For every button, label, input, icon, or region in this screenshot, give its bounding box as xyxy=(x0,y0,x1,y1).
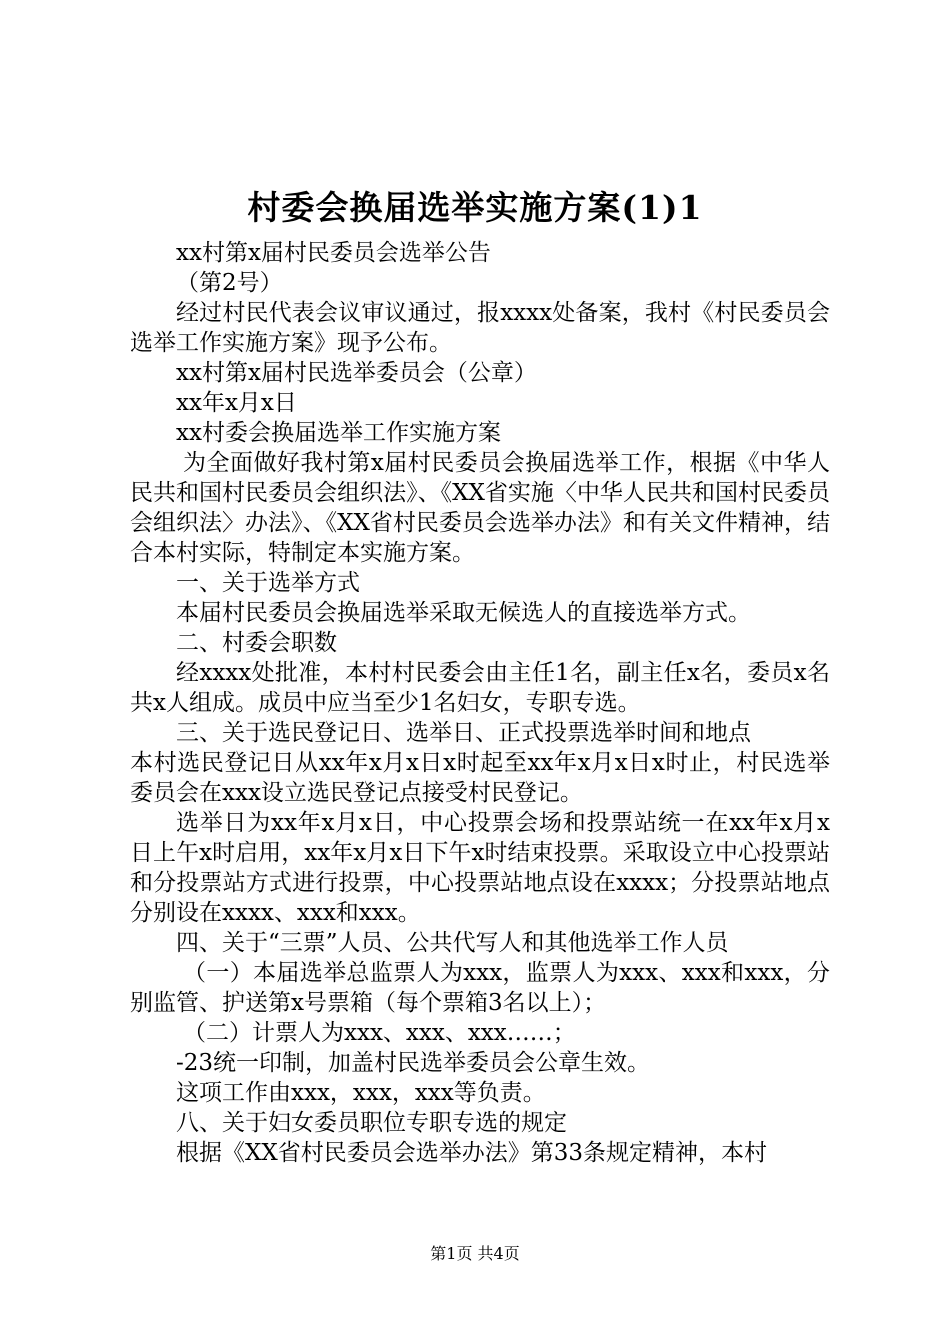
section-heading-women-member: 八、关于妇女委员职位专职专选的规定 xyxy=(176,1110,567,1136)
paragraph-voter-registration: 本村选民登记日从xx年x月x日x时起至xx年x月x日x时止，村民选举委员会在xxx设立选民登记点接受村民登记。 xyxy=(130,750,830,806)
document-title: 村委会换届选举实施方案(1)1 xyxy=(247,188,703,227)
section-heading-election-staff: 四、关于“三票”人员、公共代写人和其他选举工作人员 xyxy=(176,930,729,956)
paragraph-vote-monitors: （一）本届选举总监票人为xxx，监票人为xxx、xxx和xxx，分别监管、护送第x号票箱（每个票箱3名以上）； xyxy=(130,960,830,1016)
paragraph-election-method: 本届村民委员会换届选举采取无候选人的直接选举方式。 xyxy=(176,600,751,626)
paragraph-committee-posts: 经xxxx处批准，本村村民委会由主任1名，副主任x名，委员x名共x人组成。成员中应当至少1名妇女，专职专选。 xyxy=(130,660,830,716)
paragraph-election-day: 选举日为xx年x月x日，中心投票会场和投票站统一在xx年x月x日上午x时启用，xx年x月x日下午x时结束投票。采取设立中心投票站和分投票站方式进行投票，中心投票站地点设在xxxx；分投票站地点分别设在xxxx、xxx和xxx。 xyxy=(130,810,830,926)
paragraph-announcement-text: 经过村民代表会议审议通过，报xxxx处备案，我村《村民委员会选举工作实施方案》现予公布。 xyxy=(130,300,830,356)
document-body xyxy=(130,238,830,1168)
section-heading-committee-posts: 二、村委会职数 xyxy=(176,630,337,656)
paragraph-plan-heading: xx村委会换届选举工作实施方案 xyxy=(176,420,501,446)
section-heading-election-method: 一、关于选举方式 xyxy=(176,570,360,596)
paragraph-responsible: 这项工作由xxx，xxx，xxx等负责。 xyxy=(176,1080,546,1106)
paragraph-printing: -23统一印制，加盖村民选举委员会公章生效。 xyxy=(176,1050,651,1076)
page-footer: 第1页 共4页 xyxy=(430,1244,520,1263)
paragraph-announcement-number: （第2号） xyxy=(176,270,283,296)
paragraph-committee-seal: xx村第x届村民选举委员会（公章） xyxy=(176,360,537,386)
paragraph-plan-intro: 为全面做好我村第x届村民委员会换届选举工作，根据《中华人民共和国村民委员会组织法》、《XX省实施〈中华人民共和国村民委员会组织法〉办法》、《XX省村民委员会选举办法》和有关文件精神，结合本村实际，特制定本实施方案。 xyxy=(130,450,830,566)
section-heading-voter-registration: 三、关于选民登记日、选举日、正式投票选举时间和地点 xyxy=(176,720,751,746)
paragraph-women-member: 根据《XX省村民委员会选举办法》第33条规定精神，本村 xyxy=(176,1140,768,1166)
paragraph-vote-counters: （二）计票人为xxx、xxx、xxx……； xyxy=(183,1020,576,1046)
paragraph-date: xx年x月x日 xyxy=(176,390,297,416)
paragraph-announcement-heading: xx村第x届村民委员会选举公告 xyxy=(176,240,491,266)
